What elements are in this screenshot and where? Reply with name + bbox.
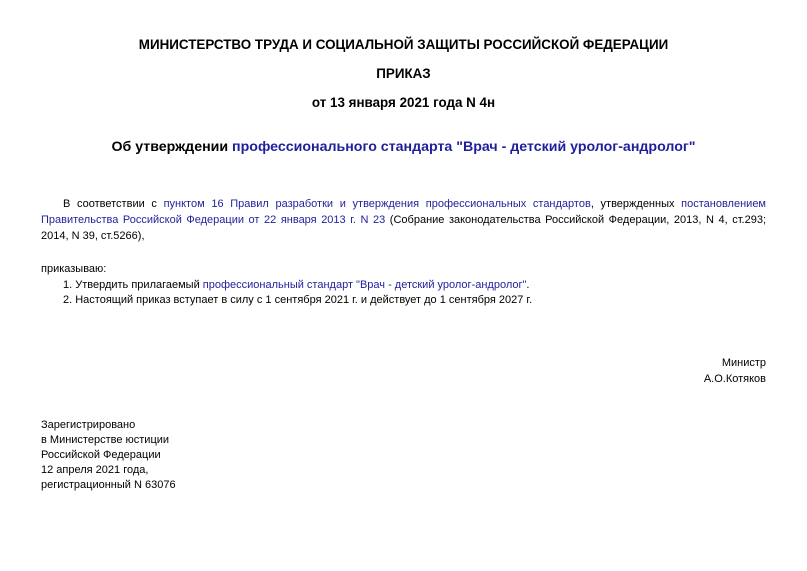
document-title — [0, 139, 807, 155]
signature-name: А.О.Котяков — [703, 373, 766, 385]
title-standard-link[interactable]: профессионального стандарта "Врач - детский уролог-андролог" — [232, 139, 696, 155]
preamble-text-2: , утвержденных — [590, 198, 682, 210]
preamble-paragraph — [41, 196, 766, 244]
order-item-2: 2. Настоящий приказ вступает в силу с 1 сентября 2021 г. и действует до 1 сентября 2027 г. — [63, 294, 533, 306]
preamble-text-1: В соответствии с — [63, 198, 164, 210]
registration-line-5: регистрационный N 63076 — [41, 479, 176, 491]
order-word: приказываю: — [41, 263, 107, 275]
registration-line-1: Зарегистрировано — [41, 419, 136, 431]
order-item-1 — [63, 277, 529, 293]
item-1-prefix: 1. Утвердить прилагаемый — [63, 279, 203, 291]
document-date-number: от 13 января 2021 года N 4н — [311, 95, 496, 110]
preamble-text-3: (Собрание законодательства Российской Федерации, 2013, N 4, ст.293; 2014, N 39, ст.5266), — [41, 214, 766, 242]
registration-line-2: в Министерстве юстиции — [41, 434, 170, 446]
signature-position: Министр — [721, 357, 766, 369]
item-1-suffix: . — [526, 279, 530, 291]
professional-standard-link[interactable]: профессиональный стандарт "Врач - детский уролог-андролог" — [202, 279, 527, 291]
document-type: ПРИКАЗ — [376, 66, 431, 81]
government-resolution-link[interactable]: постановлением Правительства Российской Федерации от 22 января 2013 г. N 23 — [41, 198, 766, 226]
title-prefix: Об утверждении — [111, 139, 233, 155]
registration-line-3: Российской Федерации — [41, 449, 161, 461]
ministry-name: МИНИСТЕРСТВО ТРУДА И СОЦИАЛЬНОЙ ЗАЩИТЫ РОССИЙСКОЙ ФЕДЕРАЦИИ — [138, 37, 669, 52]
registration-line-4: 12 апреля 2021 года, — [41, 464, 149, 476]
rules-point-16-link[interactable]: пунктом 16 Правил разработки и утверждения профессиональных стандартов — [163, 198, 591, 210]
